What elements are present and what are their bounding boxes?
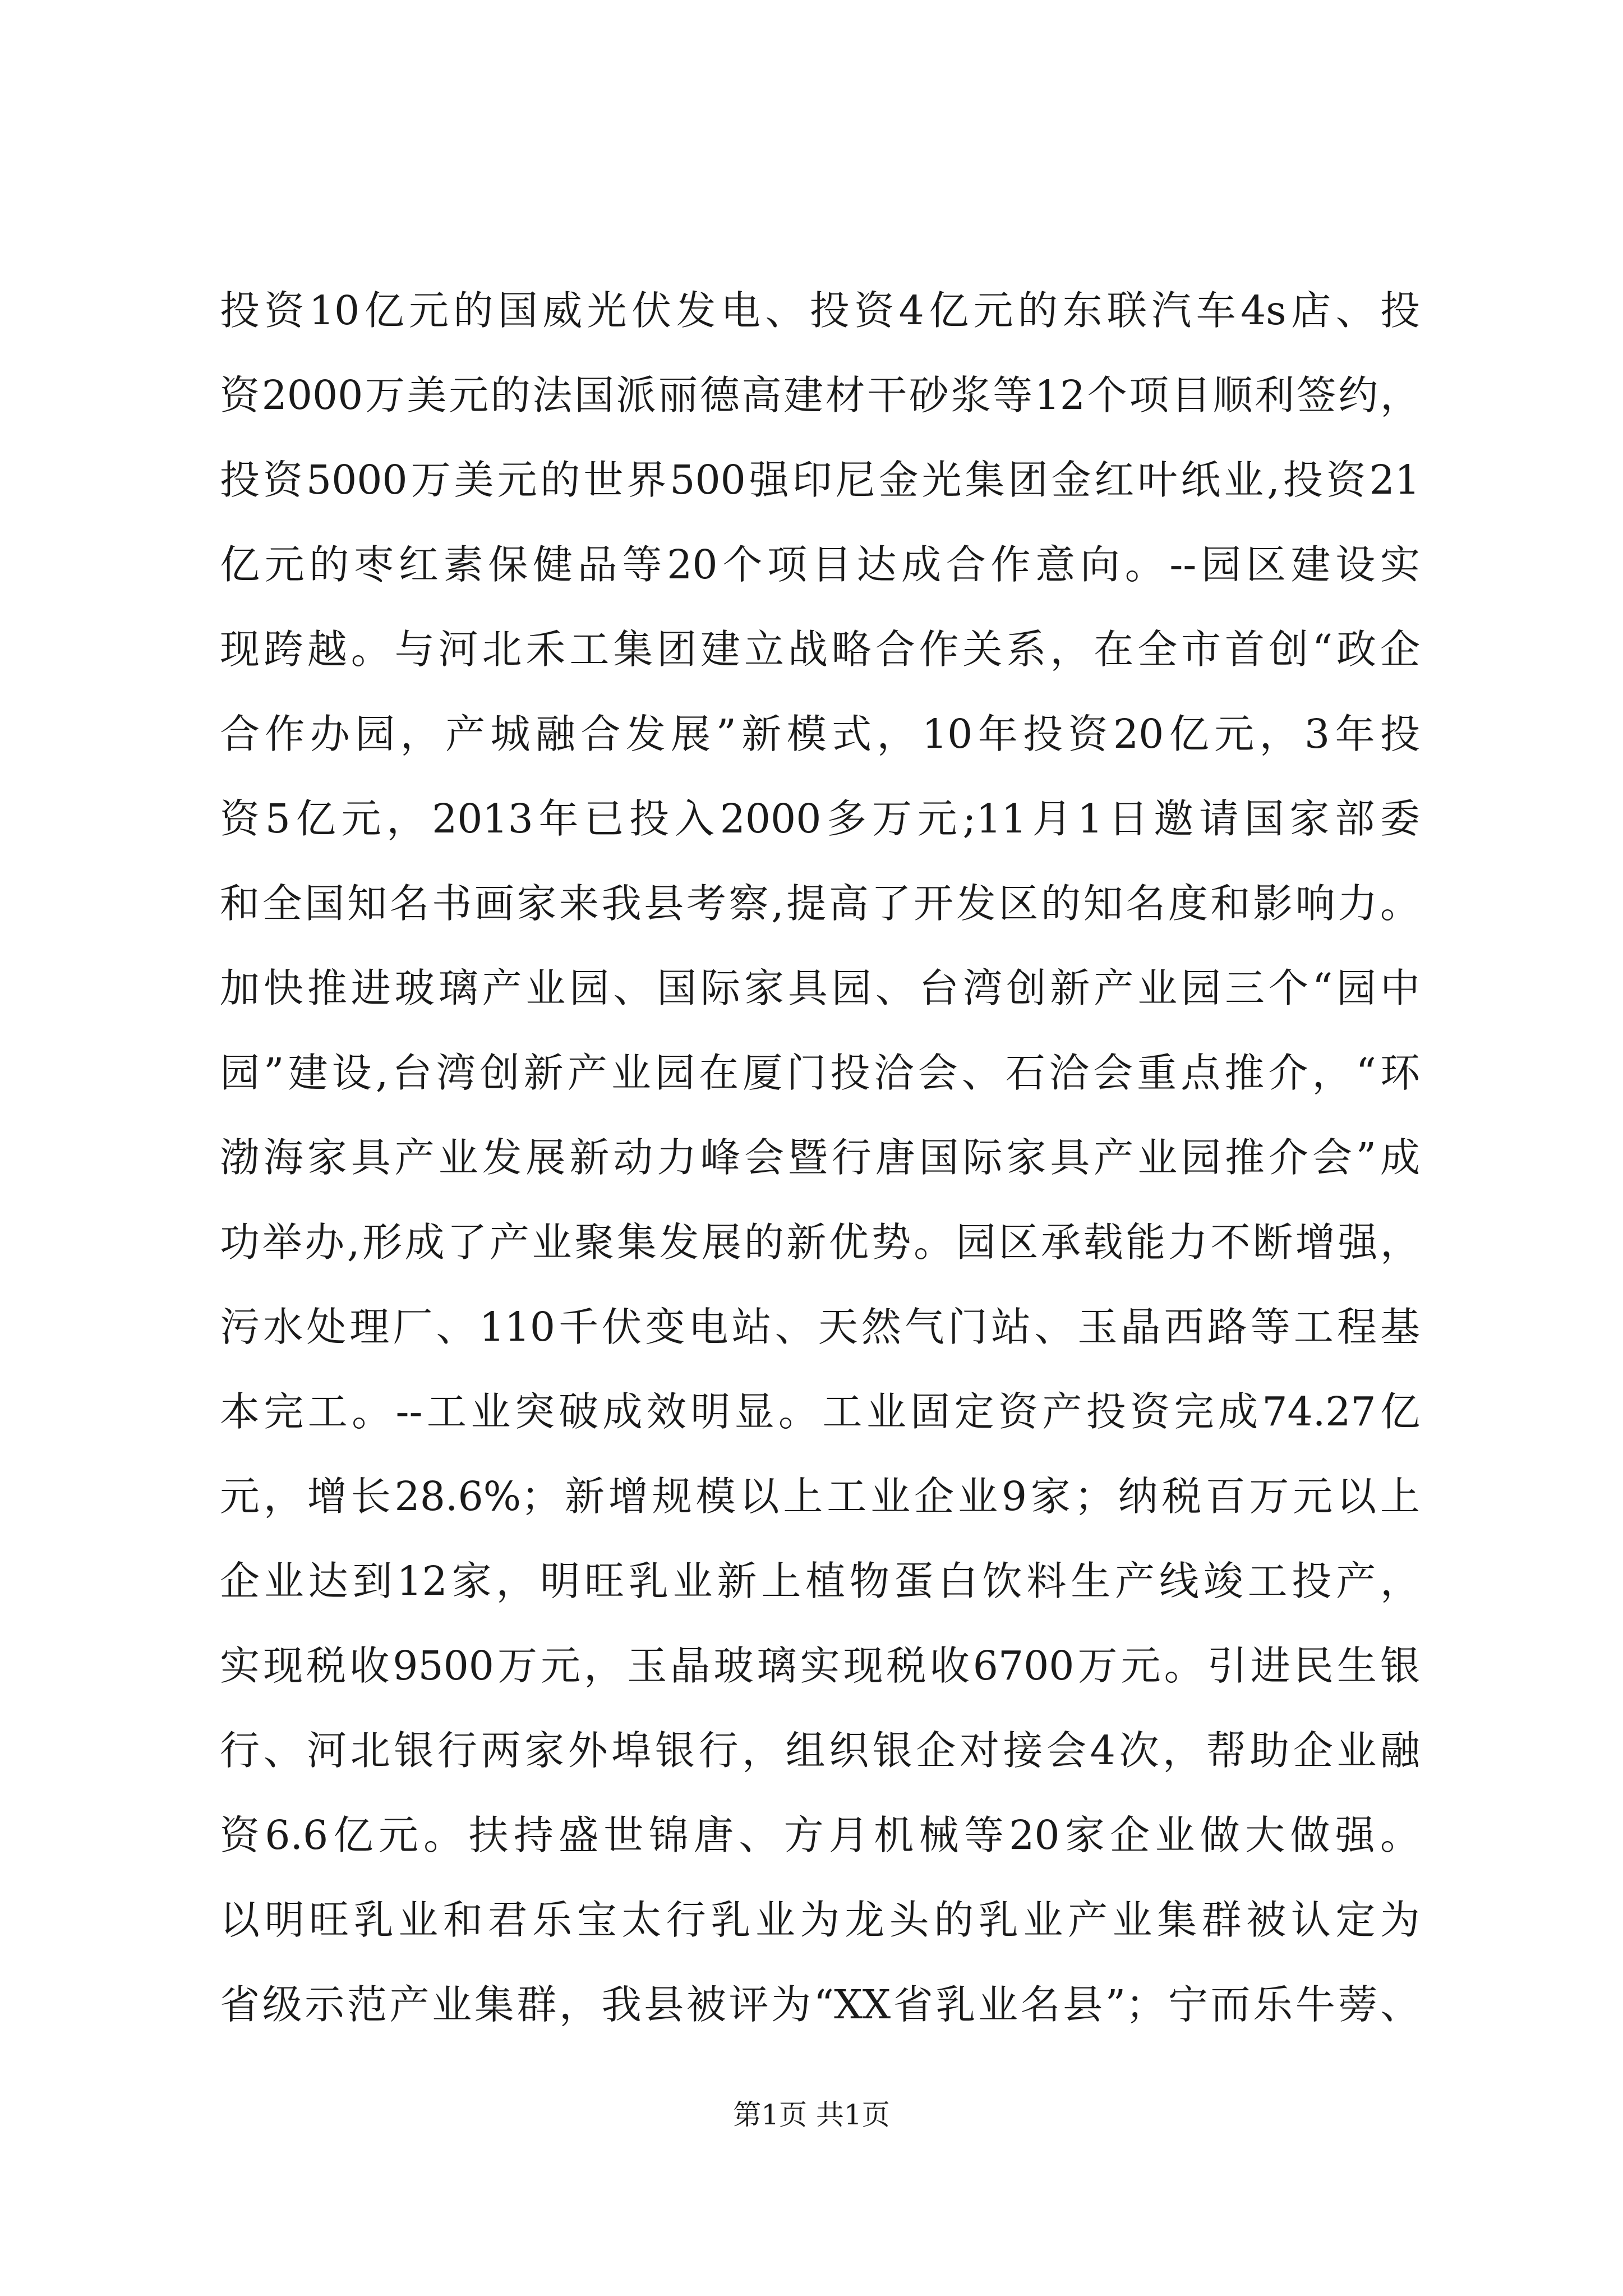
- text-line: 资2000万美元的法国派丽德高建材干砂浆等12个项目顺利签约，: [220, 372, 1420, 418]
- text-line: 亿元的枣红素保健品等20个项目达成合作意向。--园区建设实: [220, 541, 1420, 588]
- text-line: 行、河北银行两家外埠银行，组织银企对接会4次，帮助企业融: [220, 1727, 1420, 1774]
- text-line: 污水处理厂、110千伏变电站、天然气门站、玉晶西路等工程基: [220, 1304, 1420, 1350]
- page-footer: [0, 2095, 1623, 2134]
- text-line: 投资5000万美元的世界500强印尼金光集团金红叶纸业,投资21: [220, 457, 1420, 503]
- text-line: 投资10亿元的国威光伏发电、投资4亿元的东联汽车4s店、投: [220, 287, 1420, 334]
- text-line: 现跨越。与河北禾工集团建立战略合作关系，在全市首创“政企: [220, 626, 1420, 673]
- text-line: 企业达到12家，明旺乳业新上植物蛋白饮料生产线竣工投产，: [220, 1558, 1420, 1604]
- text-line: 实现税收9500万元，玉晶玻璃实现税收6700万元。引进民生银: [220, 1642, 1420, 1689]
- page-number: 第1页 共1页: [733, 2099, 890, 2131]
- text-line: 合作办园，产城融合发展”新模式，10年投资20亿元，3年投: [220, 711, 1420, 757]
- text-line: 资6.6亿元。扶持盛世锦唐、方月机械等20家企业做大做强。: [220, 1812, 1420, 1858]
- text-line: 和全国知名书画家来我县考察,提高了开发区的知名度和影响力。: [220, 880, 1420, 927]
- text-line: 加快推进玻璃产业园、国际家具园、台湾创新产业园三个“园中: [220, 965, 1420, 1011]
- text-line: 园”建设,台湾创新产业园在厦门投洽会、石洽会重点推介，“环: [220, 1050, 1420, 1096]
- body-text: [220, 268, 1420, 2047]
- text-line: 本完工。--工业突破成效明显。工业固定资产投资完成74.27亿: [220, 1388, 1420, 1435]
- text-line: 元，增长28.6%；新增规模以上工业企业9家；纳税百万元以上: [220, 1473, 1420, 1520]
- text-line: 渤海家具产业发展新动力峰会暨行唐国际家具产业园推介会”成: [220, 1134, 1420, 1181]
- text-line: 功举办,形成了产业聚集发展的新优势。园区承载能力不断增强，: [220, 1219, 1420, 1266]
- text-line: 以明旺乳业和君乐宝太行乳业为龙头的乳业产业集群被认定为: [220, 1897, 1420, 1943]
- text-line: 省级示范产业集群，我县被评为“XX省乳业名县”；宁而乐牛蒡、: [220, 1981, 1420, 2028]
- text-line: 资5亿元，2013年已投入2000多万元;11月1日邀请国家部委: [220, 795, 1420, 842]
